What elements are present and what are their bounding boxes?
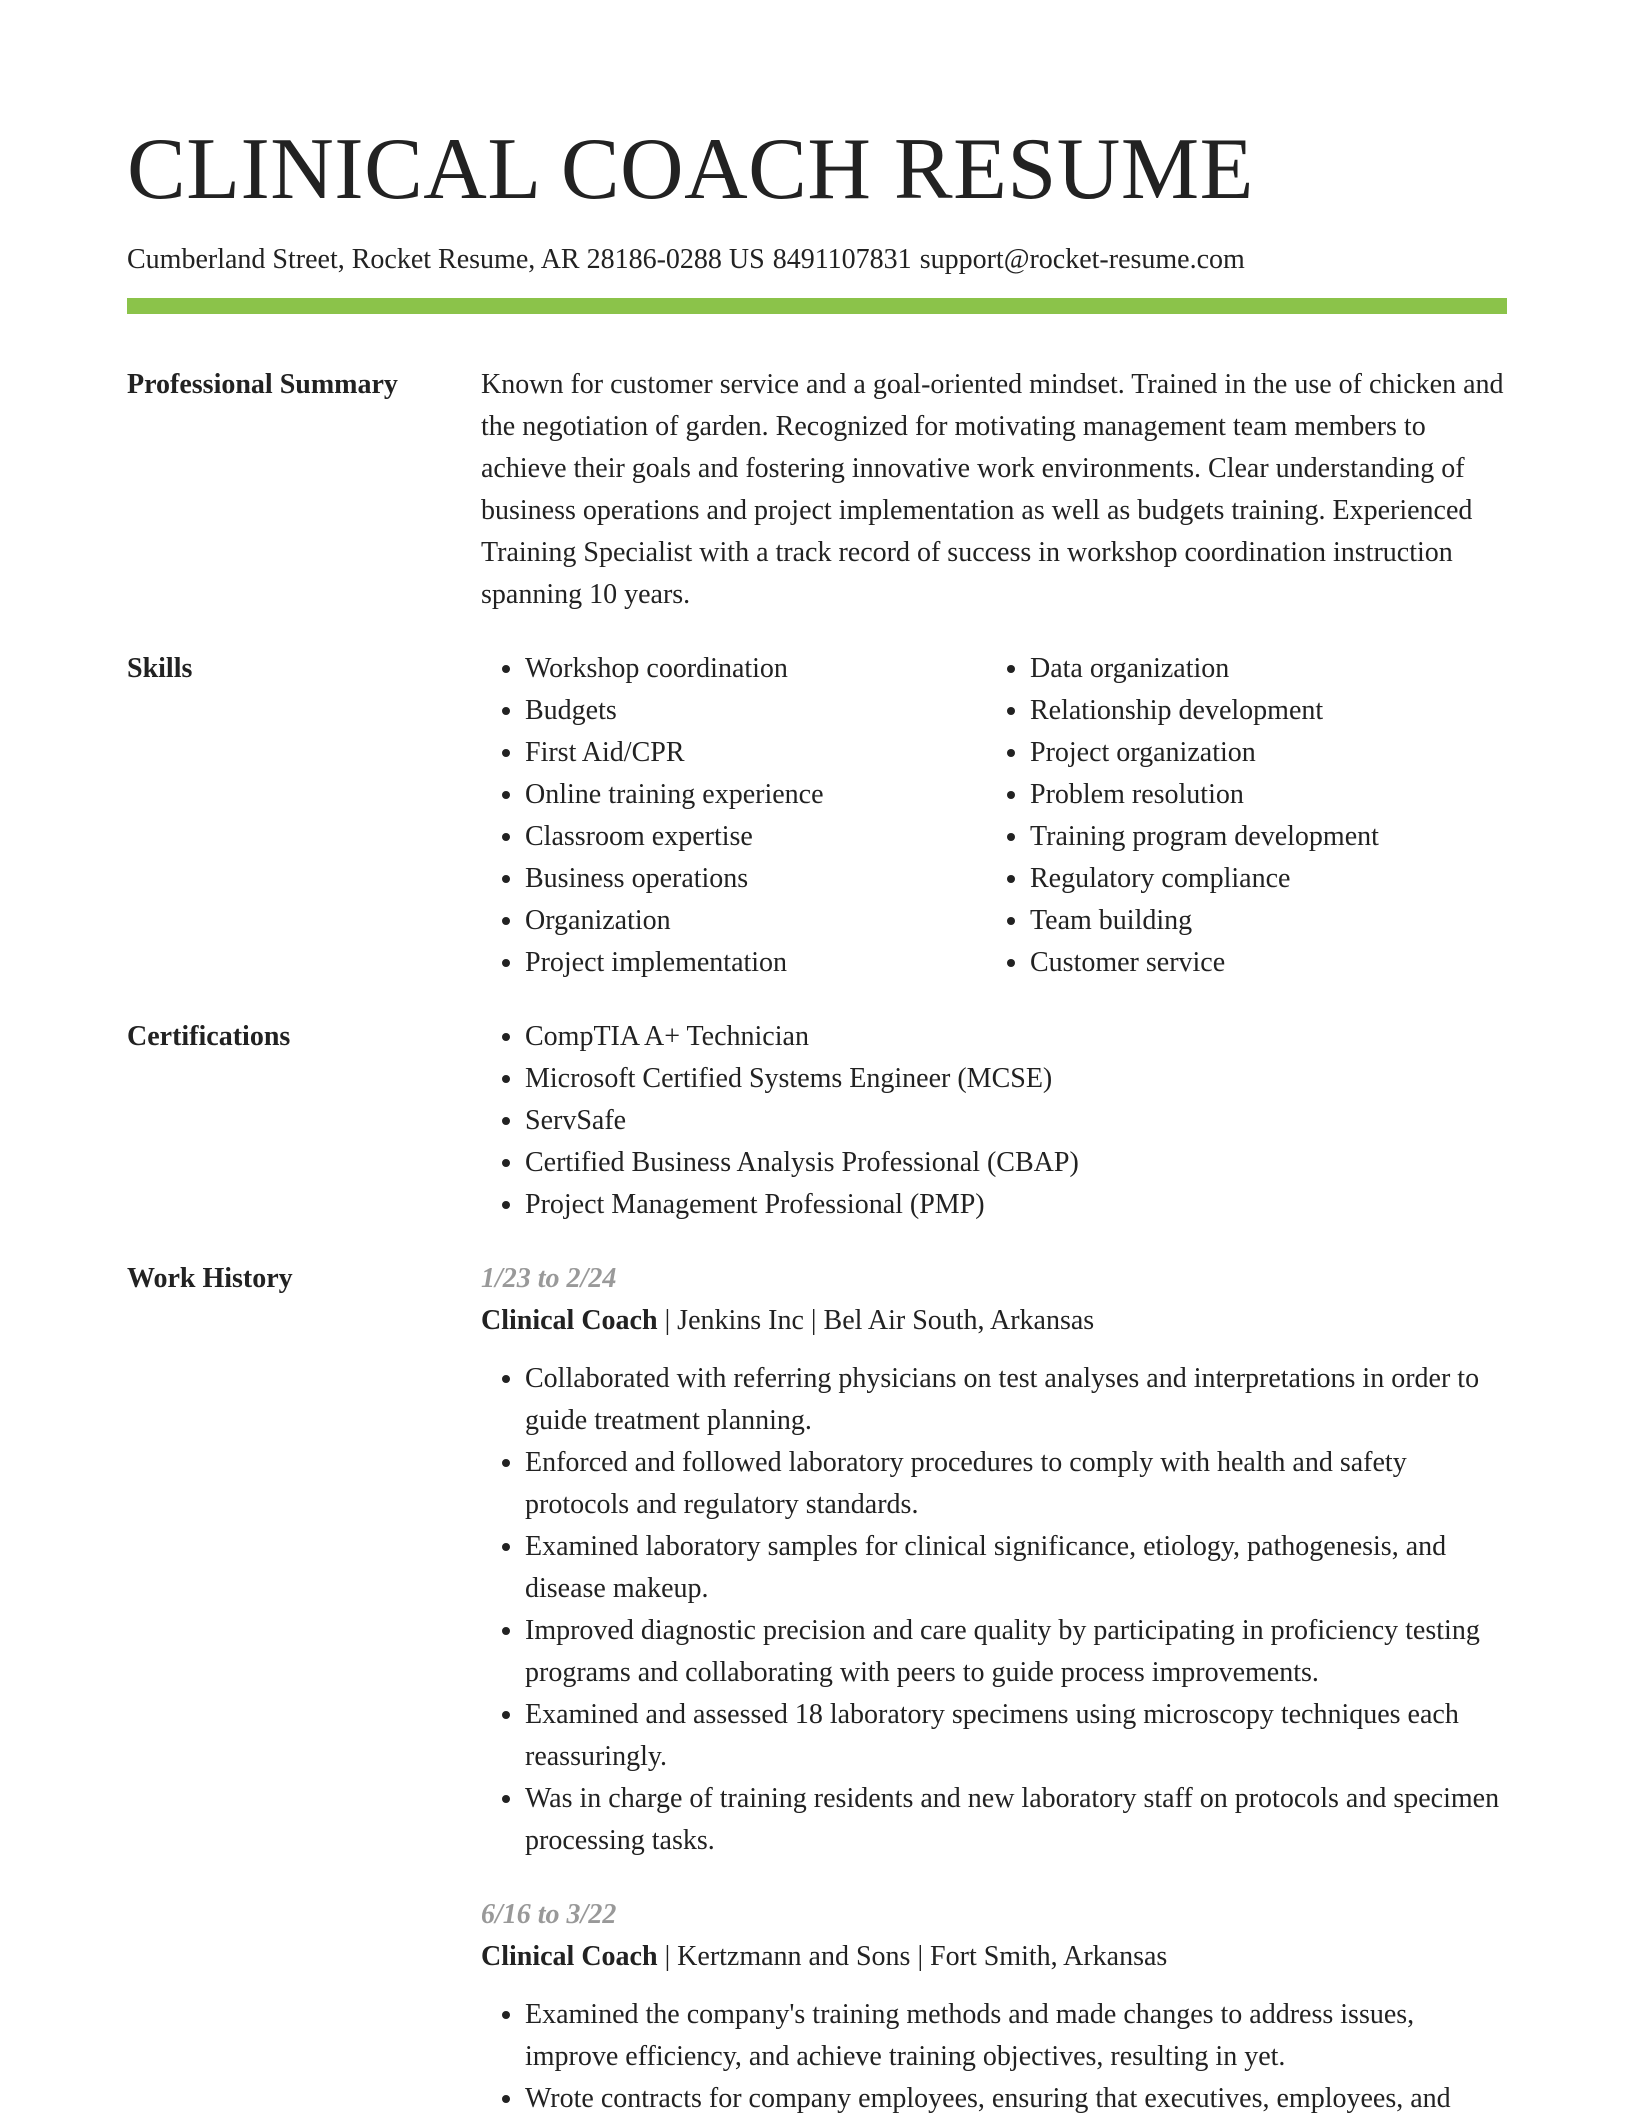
- certifications-list: [481, 1016, 1507, 1226]
- work-history-body: [481, 1258, 1507, 2120]
- certification-item: • Microsoft Certified Systems Engineer (MCSE): [525, 1058, 1507, 1100]
- skill-item: • Project implementation: [525, 942, 986, 984]
- job-dates: 6/16 to 3/22: [481, 1899, 617, 1930]
- job-bullet: • Collaborated with referring physicians on test analyses and interpretations in order to guide treatment planning.: [525, 1358, 1507, 1442]
- job-bullet: • Improved diagnostic precision and care quality by participating in proficiency testing programs and collaborating with peers to guide process improvements.: [525, 1610, 1507, 1694]
- contact-phone: 8491107831: [772, 244, 912, 275]
- skills-section: [127, 648, 1507, 984]
- certification-item: • Project Management Professional (PMP): [525, 1184, 1507, 1226]
- job-bullet: • Was in charge of training residents and new laboratory staff on protocols and specimen processing tasks.: [525, 1778, 1507, 1862]
- skill-item: • First Aid/CPR: [525, 732, 986, 774]
- job-title: Clinical Coach: [481, 1941, 658, 1972]
- skill-item: • Classroom expertise: [525, 816, 986, 858]
- skills-heading: Skills: [127, 653, 193, 684]
- skill-item: • Customer service: [1030, 942, 1491, 984]
- skill-item: • Relationship development: [1030, 690, 1491, 732]
- job-title-line: [481, 1936, 1507, 1978]
- work-history-heading: Work History: [127, 1263, 293, 1294]
- skills-list-left: [481, 648, 986, 984]
- job-bullets: [481, 1358, 1507, 1862]
- job-bullet: • Examined the company's training methods and made changes to address issues, improve efficiency, and achieve training objectives, resulting in yet.: [525, 1994, 1507, 2078]
- certification-item: • ServSafe: [525, 1100, 1507, 1142]
- work-history-section: [127, 1258, 1507, 2120]
- certifications-section: [127, 1016, 1507, 1226]
- job-bullets: [481, 1994, 1507, 2120]
- job-bullet: • Wrote contracts for company employees, ensuring that executives, employees, and: [525, 2078, 1507, 2120]
- certifications-body: [481, 1016, 1507, 1226]
- summary-text: Known for customer service and a goal-oriented mindset. Trained in the use of chicken and the negotiation of garden. Recognized for motivating management team members to achieve their goals and fostering innovative work environments. Clear understanding of business operations and project implementation as well as budgets training. Experienced Training Specialist with a track record of success in workshop coordination instruction spanning 10 years.: [481, 369, 1504, 610]
- contact-email: support@rocket-resume.com: [919, 244, 1245, 275]
- skill-item: • Training program development: [1030, 816, 1491, 858]
- contact-address: Cumberland Street, Rocket Resume, AR 28186-0288 US: [127, 244, 765, 275]
- job-title-line: [481, 1300, 1507, 1342]
- skill-item: • Problem resolution: [1030, 774, 1491, 816]
- job-details: | Kertzmann and Sons | Fort Smith, Arkansas: [657, 1941, 1168, 1972]
- skill-item: • Organization: [525, 900, 986, 942]
- job-dates: 1/23 to 2/24: [481, 1263, 617, 1294]
- summary-section: [127, 364, 1507, 616]
- contact-line: [127, 242, 1507, 278]
- certifications-heading: Certifications: [127, 1021, 291, 1052]
- job-entry: [481, 1258, 1507, 1862]
- skills-columns: [481, 648, 1507, 984]
- skill-item: • Team building: [1030, 900, 1491, 942]
- skill-item: • Workshop coordination: [525, 648, 986, 690]
- skill-item: • Business operations: [525, 858, 986, 900]
- job-bullet: • Enforced and followed laboratory procedures to comply with health and safety protocols and regulatory standards.: [525, 1442, 1507, 1526]
- certification-item: • Certified Business Analysis Professional (CBAP): [525, 1142, 1507, 1184]
- skills-list-right: [986, 648, 1491, 984]
- header-divider: [127, 298, 1507, 314]
- skill-item: • Data organization: [1030, 648, 1491, 690]
- job-title: Clinical Coach: [481, 1305, 658, 1336]
- skill-item: • Regulatory compliance: [1030, 858, 1491, 900]
- job-details: | Jenkins Inc | Bel Air South, Arkansas: [657, 1305, 1095, 1336]
- job-entry: [481, 1894, 1507, 2120]
- resume-page: [127, 118, 1507, 2120]
- summary-heading: Professional Summary: [127, 369, 398, 400]
- certification-item: • CompTIA A+ Technician: [525, 1016, 1507, 1058]
- skill-item: • Online training experience: [525, 774, 986, 816]
- skill-item: • Project organization: [1030, 732, 1491, 774]
- job-bullet: • Examined and assessed 18 laboratory specimens using microscopy techniques each reassuringly.: [525, 1694, 1507, 1778]
- skill-item: • Budgets: [525, 690, 986, 732]
- resume-title: CLINICAL COACH RESUME: [127, 121, 1254, 218]
- job-bullet: • Examined laboratory samples for clinical significance, etiology, pathogenesis, and disease makeup.: [525, 1526, 1507, 1610]
